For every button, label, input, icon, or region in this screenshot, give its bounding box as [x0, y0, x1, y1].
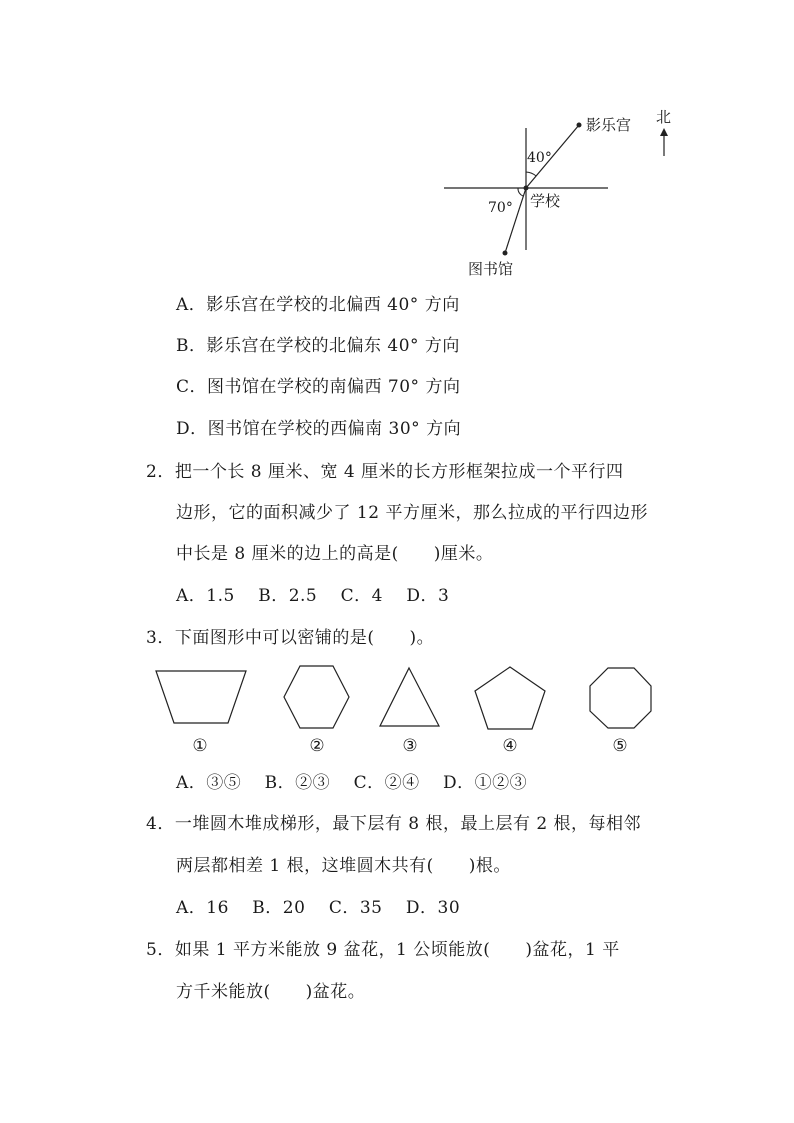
- shape-label-5: ⑤: [612, 736, 628, 756]
- q1-option-d: D．图书馆在学校的西偏南 30° 方向: [176, 419, 462, 439]
- label-north: 北: [656, 108, 672, 126]
- shape-trapezoid: [156, 671, 246, 723]
- q2-line-3: 中长是 8 厘米的边上的高是( )厘米。: [176, 544, 494, 564]
- shape-hexagon: [284, 666, 349, 728]
- ray-library: [505, 188, 526, 253]
- q5-line-1: 5．如果 1 平方米能放 9 盆花，1 公顷能放( )盆花，1 平: [146, 940, 620, 960]
- shape-label-4: ④: [502, 736, 518, 756]
- point-library-dot: [503, 251, 508, 256]
- shape-label-1: ①: [192, 736, 208, 756]
- label-angle-70: 70°: [488, 200, 513, 216]
- label-library: 图书馆: [468, 260, 514, 278]
- shape-label-2: ②: [309, 736, 325, 756]
- q2-line-1: 2．把一个长 8 厘米、宽 4 厘米的长方形框架拉成一个平行四: [146, 462, 624, 482]
- shape-label-3: ③: [402, 736, 418, 756]
- q3-options: A．③⑤ B．②③ C．②④ D．①②③: [176, 773, 528, 793]
- q1-option-a: A．影乐宫在学校的北偏西 40° 方向: [176, 295, 460, 315]
- q4-line-1: 4．一堆圆木堆成梯形，最下层有 8 根，最上层有 2 根，每相邻: [146, 814, 642, 834]
- q1-option-b: B．影乐宫在学校的北偏东 40° 方向: [176, 336, 460, 356]
- q4-options: A．16 B．20 C．35 D．30: [176, 898, 461, 918]
- label-school: 学校: [530, 192, 561, 210]
- q2-line-2: 边形，它的面积减少了 12 平方厘米，那么拉成的平行四边形: [176, 503, 648, 523]
- direction-diagram: [430, 100, 690, 290]
- q3-shapes: [140, 660, 680, 760]
- label-angle-40: 40°: [527, 150, 552, 166]
- shape-octagon: [590, 668, 651, 728]
- label-yingle: 影乐宫: [586, 116, 632, 134]
- shape-triangle: [380, 668, 439, 726]
- point-school-dot: [524, 186, 529, 191]
- north-arrow-icon: [660, 128, 668, 136]
- q3-line-1: 3．下面图形中可以密铺的是( )。: [146, 628, 435, 648]
- point-yingle-dot: [577, 123, 582, 128]
- angle-arc-70: [518, 188, 523, 196]
- q4-line-2: 两层都相差 1 根，这堆圆木共有( )根。: [176, 856, 511, 876]
- shape-pentagon: [475, 667, 545, 729]
- angle-arc-40: [526, 172, 536, 176]
- q2-options: A．1.5 B．2.5 C．4 D．3: [176, 586, 450, 606]
- q5-line-2: 方千米能放( )盆花。: [176, 982, 366, 1002]
- q1-option-c: C．图书馆在学校的南偏西 70° 方向: [176, 377, 461, 397]
